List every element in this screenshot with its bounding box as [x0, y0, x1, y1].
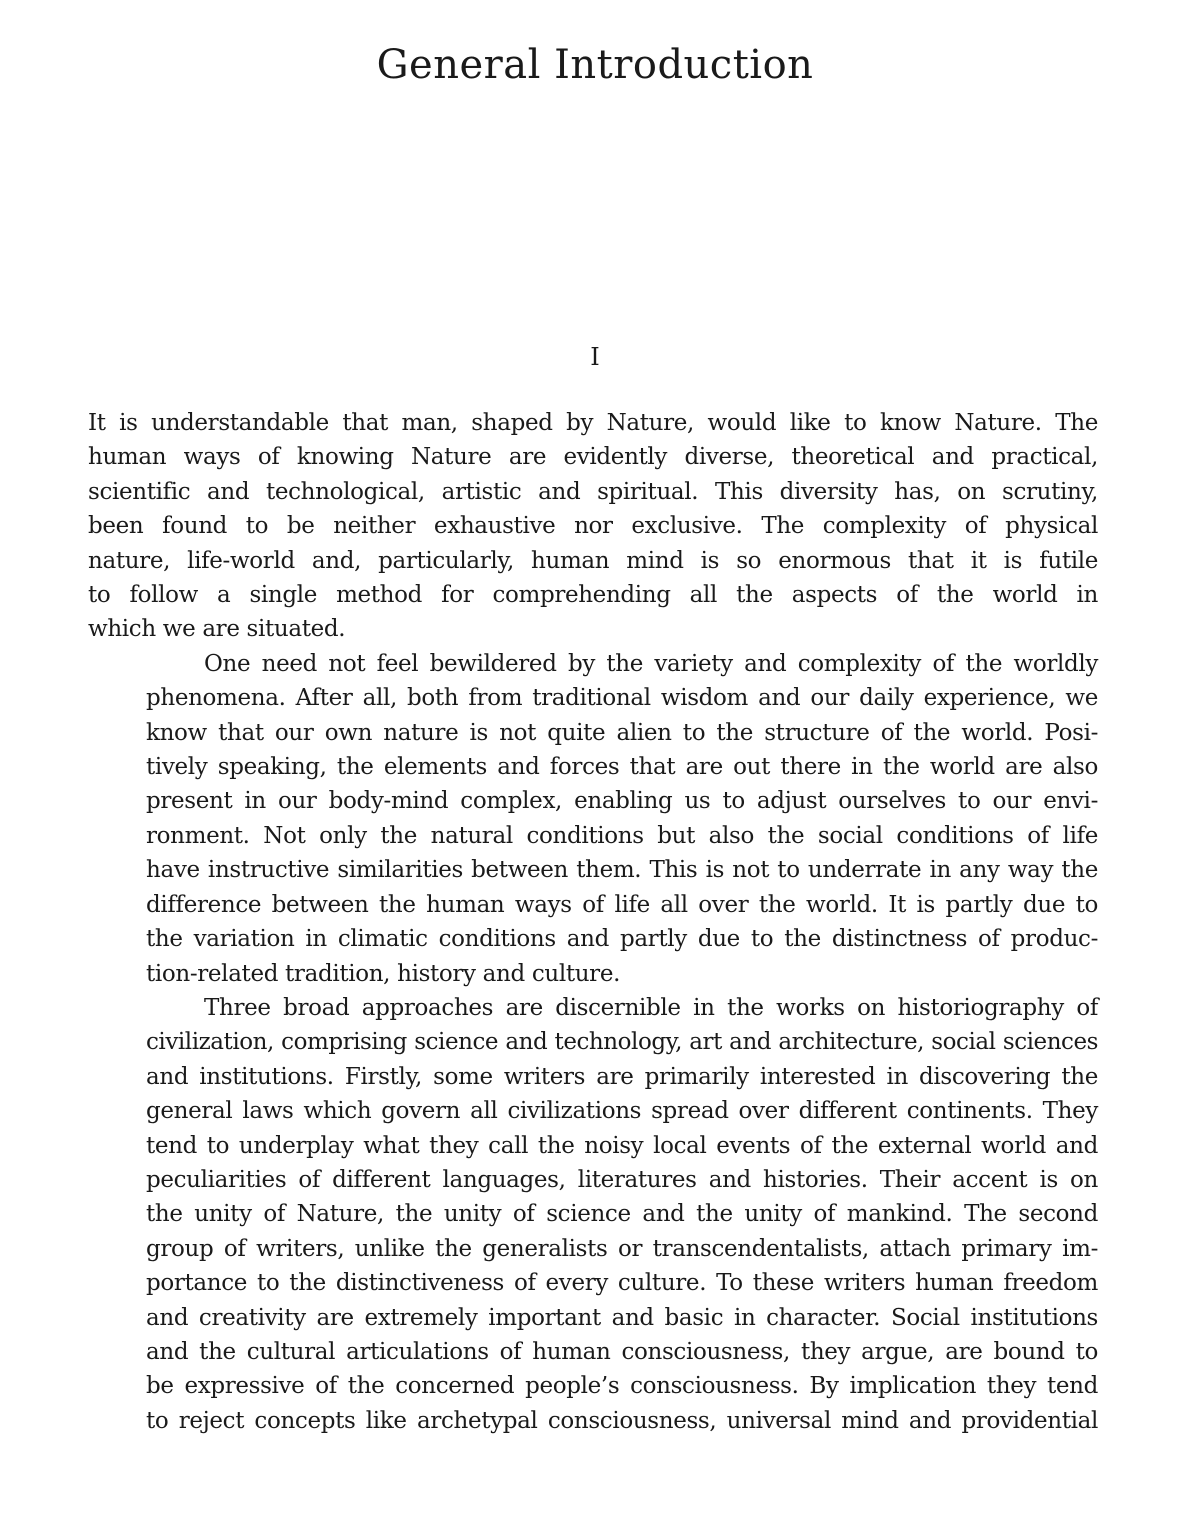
text-line: know that our own nature is not quite alien to the structure of the world. Posi- [146, 719, 1098, 746]
paragraph-2 [88, 647, 1098, 991]
text-line: and creativity are extremely important and basic in character. Social institutions [146, 1304, 1098, 1331]
text-line: be expressive of the concerned people’s consciousness. By implication they tend [146, 1373, 1098, 1400]
text-line: human ways of knowing Nature are evidently diverse, theoretical and practical, [88, 444, 1098, 471]
text-line: to follow a single method for comprehending all the aspects of the world in [88, 582, 1098, 609]
text-line: scientific and technological, artistic and spiritual. This diversity has, on scrutiny, [88, 478, 1098, 505]
text-line: have instructive similarities between them. This is not to underrate in any way the [146, 857, 1098, 884]
text-line: the unity of Nature, the unity of science and the unity of mankind. The second [146, 1201, 1098, 1228]
section-numeral: I [590, 343, 600, 371]
paragraph-3 [88, 991, 1098, 1438]
text-line: and institutions. Firstly, some writers are primarily interested in discovering the [146, 1063, 1098, 1090]
text-line: It is understandable that man, shaped by Nature, would like to know Nature. The [88, 410, 1098, 436]
text-line: portance to the distinctiveness of every culture. To these writers human freedom [146, 1270, 1098, 1297]
text-line: difference between the human ways of life all over the world. It is partly due to [146, 891, 1098, 918]
text-line: been found to be neither exhaustive nor exclusive. The complexity of physical [88, 513, 1098, 540]
page-title: General Introduction [376, 42, 814, 88]
text-line: general laws which govern all civilizations spread over different continents. They [146, 1098, 1098, 1125]
body-text [88, 406, 1098, 1438]
text-line: tend to underplay what they call the noisy local events of the external world and [146, 1132, 1098, 1159]
text-line: and the cultural articulations of human consciousness, they argue, are bound to [146, 1338, 1098, 1365]
text-line: to reject concepts like archetypal consciousness, universal mind and providential [146, 1407, 1098, 1434]
text-line: One need not feel bewildered by the variety and complexity of the worldly [204, 650, 1098, 677]
text-line: ronment. Not only the natural conditions but also the social conditions of life [146, 822, 1098, 849]
text-line: peculiarities of different languages, literatures and histories. Their accent is on [146, 1166, 1098, 1193]
text-line: civilization, comprising science and technology, art and architecture, social sciences [146, 1029, 1098, 1056]
text-line: tively speaking, the elements and forces that are out there in the world are also [146, 754, 1098, 781]
text-line: the variation in climatic conditions and partly due to the distinctness of produc- [146, 926, 1098, 953]
text-line: tion-related tradition, history and culture. [146, 960, 621, 987]
text-line: nature, life-world and, particularly, human mind is so enormous that it is futile [88, 547, 1098, 574]
text-line: phenomena. After all, both from traditional wisdom and our daily experience, we [146, 685, 1098, 712]
text-line: present in our body-mind complex, enabling us to adjust ourselves to our envi- [146, 788, 1098, 815]
text-line: group of writers, unlike the generalists or transcendentalists, attach primary im- [146, 1235, 1098, 1262]
text-line: Three broad approaches are discernible in the works on historiography of [204, 994, 1098, 1021]
paragraph-1 [88, 406, 1098, 647]
text-line: which we are situated. [88, 616, 346, 643]
